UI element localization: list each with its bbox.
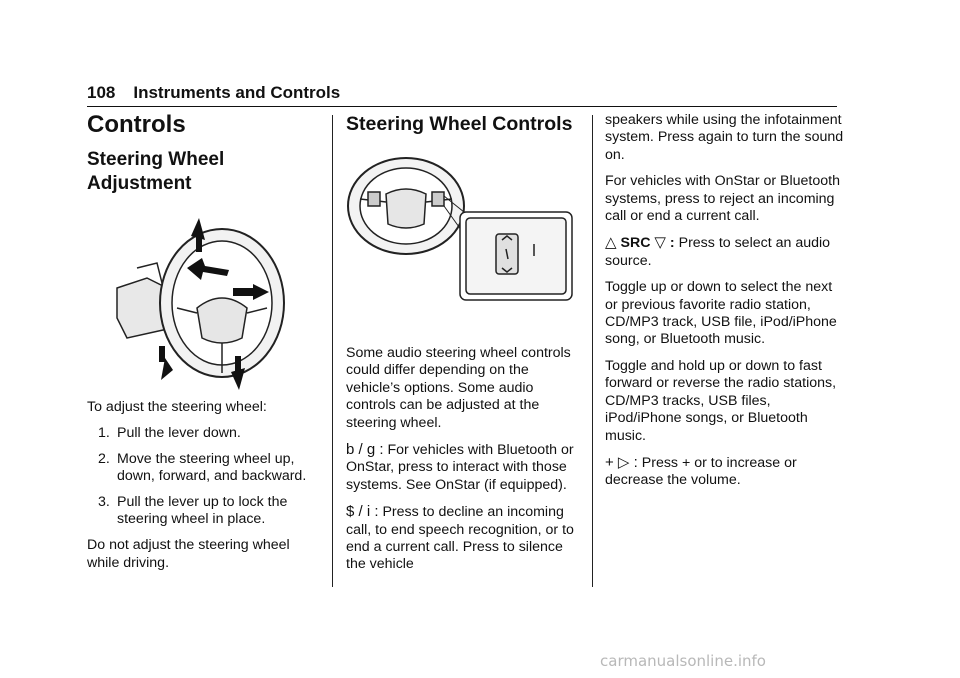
onstar-reject-description: For vehicles with OnStar or Bluetooth systems, press to reject an incoming call or end a current call. (605, 173, 840, 225)
src-label: SRC (620, 235, 651, 252)
column-divider-2 (592, 115, 593, 587)
src-up-icon: △ (605, 234, 617, 252)
steering-wheel-controls-illustration (346, 144, 581, 339)
decline-description: $ / i : Press to decline an incoming call, to end speech recognition, or to end a current call. Press to silence the vehicle (346, 503, 574, 573)
heading-controls: Controls (87, 111, 186, 138)
adjust-steps (87, 425, 317, 528)
page-number: 108 (87, 83, 116, 102)
adjust-warning: Do not adjust the steering wheel while driving. (87, 537, 290, 571)
decline-mute-icon: $ / i : (346, 503, 379, 521)
list-item: 3. Pull the lever up to lock the steering wheel in place. (98, 493, 288, 528)
heading-steering-wheel-adjustment (87, 148, 317, 196)
column-3 (605, 112, 845, 499)
bluetooth-description: b / g : For vehicles with Bluetooth or OnStar, press to interact with those systems. See OnStar (if equipped). (346, 441, 574, 493)
adjust-intro: To adjust the steering wheel: (87, 399, 267, 415)
controls-intro: Some audio steering wheel controls could differ depending on the vehicle’s options. Some audio controls can be adjusted at the steering wheel. (346, 345, 571, 431)
list-item: 2. Move the steering wheel up, down, forward, and backward. (98, 450, 307, 485)
section-title: Instruments and Controls (133, 83, 341, 102)
mute-continued: speakers while using the infotainment system. Press again to turn the sound on. (605, 112, 844, 163)
hold-description: Toggle and hold up or down to fast forward or reverse the radio stations, CD/MP3 tracks, USB files, iPod/iPhone songs, or Bluetooth music. (605, 357, 837, 444)
src-down-icon: ▽ (654, 234, 666, 252)
volume-icon: + ▷ : (605, 453, 638, 471)
steering-wheel-adjustment-illustration (87, 208, 317, 393)
column-2 (346, 112, 581, 583)
list-item: 1. Pull the lever down. (98, 425, 241, 442)
heading-steering-wheel-controls: Steering Wheel Controls (346, 113, 573, 135)
subheading-line-2: Adjustment (87, 173, 192, 194)
bluetooth-voice-icon: b / g : (346, 441, 384, 459)
column-1 (87, 112, 317, 581)
column-divider-1 (332, 115, 333, 587)
src-description: △ SRC ▽ : Press to select an audio source. (605, 234, 831, 269)
volume-description: + ▷ : Press + or to increase or decrease the volume. (605, 453, 797, 489)
watermark: carmanualsonline.info (600, 652, 766, 670)
page-header (87, 84, 837, 107)
toggle-description: Toggle up or down to select the next or previous favorite radio station, CD/MP3 track, USB file, iPod/iPhone song, or Bluetooth music. (605, 279, 837, 348)
subheading-line-1: Steering Wheel (87, 149, 225, 170)
